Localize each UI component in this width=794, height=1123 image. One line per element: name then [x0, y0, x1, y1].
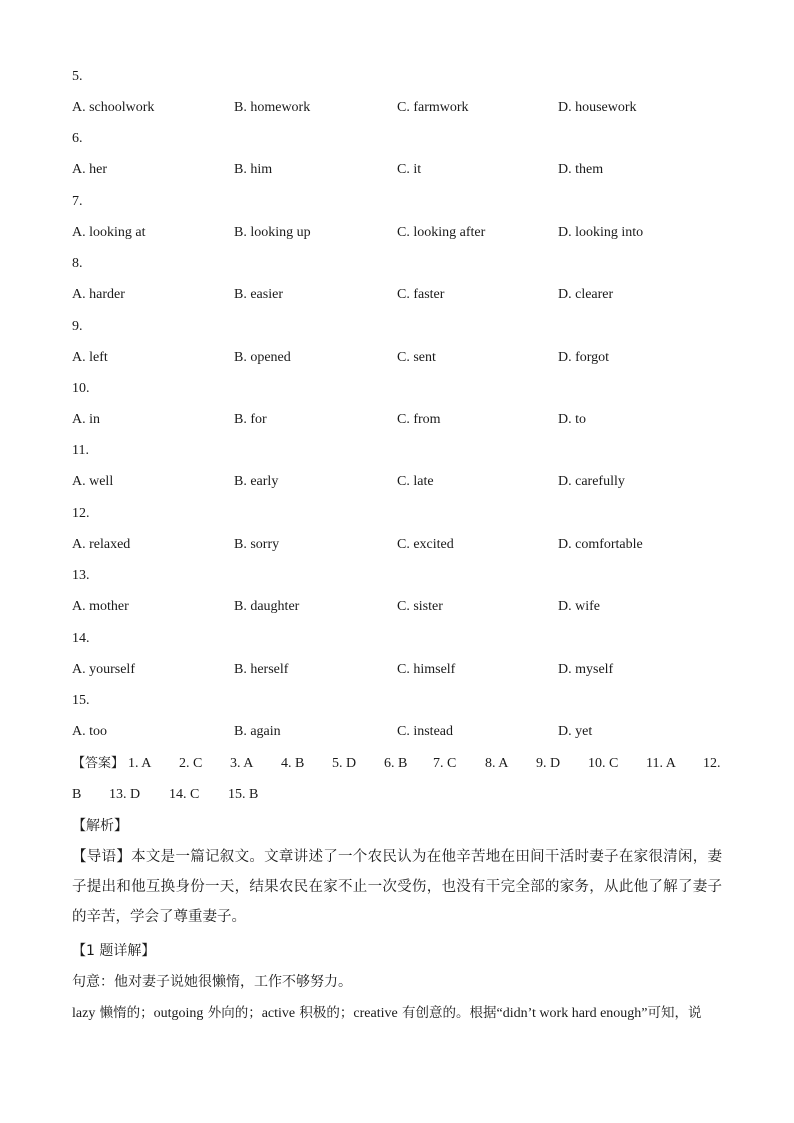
- word: outgoing: [153, 1006, 204, 1021]
- option-d: D. comfortable: [558, 536, 643, 552]
- option-d: D. housework: [558, 100, 637, 115]
- options-row: [72, 349, 732, 367]
- sentence-meaning: 句意：他对妻子说她很懒惰，工作不够努力。: [72, 974, 352, 990]
- option-b: B. early: [234, 474, 279, 490]
- option-a: A. schoolwork: [72, 100, 155, 115]
- options-row: [72, 473, 732, 491]
- options-row: [72, 536, 732, 554]
- option-a: A. looking at: [72, 224, 146, 240]
- option-d: D. forgot: [558, 349, 610, 365]
- options-row: [72, 224, 732, 242]
- option-a: A. well: [72, 474, 114, 490]
- option-b: B. opened: [234, 349, 291, 365]
- options-row: [72, 286, 732, 304]
- option-c: C. instead: [397, 724, 453, 739]
- explanation-line: [72, 1004, 722, 1023]
- option-b: B. him: [234, 162, 273, 178]
- option-c: C. late: [397, 474, 434, 490]
- option-c: C. looking after: [397, 224, 486, 240]
- option-a: A. left: [72, 349, 108, 365]
- option-a: A. relaxed: [72, 536, 131, 552]
- options-row: [72, 161, 732, 179]
- meaning: 懒惰的；: [95, 1005, 154, 1021]
- option-c: C. from: [397, 412, 441, 427]
- option-a: A. her: [72, 162, 107, 178]
- option-c: C. sent: [397, 349, 436, 365]
- option-c: C. farmwork: [397, 100, 469, 115]
- analysis-intro: 【导语】本文是一篇记叙文。文章讲述了一个农民认为在他辛苦地在田间干活时妻子在家很清闲，妻子提出和他互换身份一天，结果农民在家不止一次受伤，也没有干完全部的家务，从此他了解了妻子的辛苦，学会了尊重妻子。: [72, 849, 722, 925]
- option-d: D. yet: [558, 724, 593, 739]
- word: creative: [353, 1006, 398, 1021]
- answer-item: 1. A: [128, 756, 152, 771]
- analysis-heading: 【解析】: [72, 818, 128, 834]
- meaning: 有创意的。根据: [397, 1005, 497, 1021]
- answer-item: 3. A: [230, 756, 254, 771]
- option-b: B. homework: [234, 100, 311, 115]
- answer-item: 11. A: [646, 756, 676, 771]
- quote: “didn’t work hard enough”: [496, 1006, 648, 1021]
- option-b: B. again: [234, 724, 281, 739]
- word: active: [261, 1006, 296, 1021]
- meaning: 积极的；: [295, 1005, 354, 1021]
- answer-item: 4. B: [281, 756, 305, 771]
- option-b: B. easier: [234, 287, 283, 303]
- option-a: A. mother: [72, 599, 129, 615]
- option-d: D. myself: [558, 661, 614, 677]
- option-c: C. faster: [397, 287, 445, 303]
- question-number: 5.: [72, 69, 83, 84]
- answer-item: 9. D: [536, 756, 561, 771]
- answer-item: 14. C: [169, 787, 200, 802]
- meaning: 外向的；: [203, 1005, 262, 1021]
- word: lazy: [72, 1006, 96, 1021]
- option-b: B. looking up: [234, 224, 311, 240]
- options-row: [72, 661, 732, 679]
- answer-item: 10. C: [588, 756, 619, 771]
- option-d: D. to: [558, 412, 586, 427]
- answer-tag: 【答案】: [72, 756, 125, 771]
- question-number: 6.: [72, 131, 83, 147]
- options-row: [72, 598, 732, 616]
- options-row: [72, 411, 732, 429]
- option-b: B. sorry: [234, 536, 280, 552]
- answer-item: 12.: [703, 756, 721, 771]
- option-b: B. daughter: [234, 599, 300, 615]
- option-a: A. in: [72, 412, 100, 427]
- question-number: 8.: [72, 256, 83, 272]
- answer-item: 6. B: [384, 756, 408, 771]
- option-b: B. for: [234, 412, 267, 427]
- option-a: A. yourself: [72, 661, 135, 677]
- question-number: 11.: [72, 443, 89, 459]
- question-number: 13.: [72, 568, 90, 584]
- options-row: [72, 723, 732, 741]
- option-c: C. sister: [397, 599, 443, 615]
- question-number: 14.: [72, 630, 90, 646]
- answer-item: 7. C: [433, 756, 457, 771]
- option-d: D. wife: [558, 599, 600, 615]
- answer-item: 8. A: [485, 756, 509, 771]
- answer-item: 15. B: [228, 787, 259, 802]
- answer-item: 5. D: [332, 756, 357, 771]
- option-d: D. clearer: [558, 287, 614, 303]
- option-a: A. too: [72, 724, 107, 739]
- meaning: 可知，说: [647, 1005, 702, 1021]
- option-b: B. herself: [234, 661, 289, 677]
- question-number: 12.: [72, 505, 90, 521]
- option-a: A. harder: [72, 287, 125, 303]
- question-number: 9.: [72, 318, 83, 334]
- option-d: D. carefully: [558, 474, 625, 490]
- answer-item: 2. C: [179, 756, 203, 771]
- option-d: D. them: [558, 162, 604, 178]
- answer-item: B: [72, 787, 82, 802]
- question-number: 15.: [72, 693, 90, 708]
- option-c: C. himself: [397, 661, 456, 677]
- option-c: C. excited: [397, 536, 454, 552]
- question-number: 7.: [72, 193, 83, 209]
- answer-item: 13. D: [109, 787, 141, 802]
- option-c: C. it: [397, 162, 422, 178]
- detail-heading: 【1 题详解】: [72, 943, 156, 959]
- question-number: 10.: [72, 381, 90, 396]
- option-d: D. looking into: [558, 224, 644, 240]
- options-row: [72, 99, 732, 117]
